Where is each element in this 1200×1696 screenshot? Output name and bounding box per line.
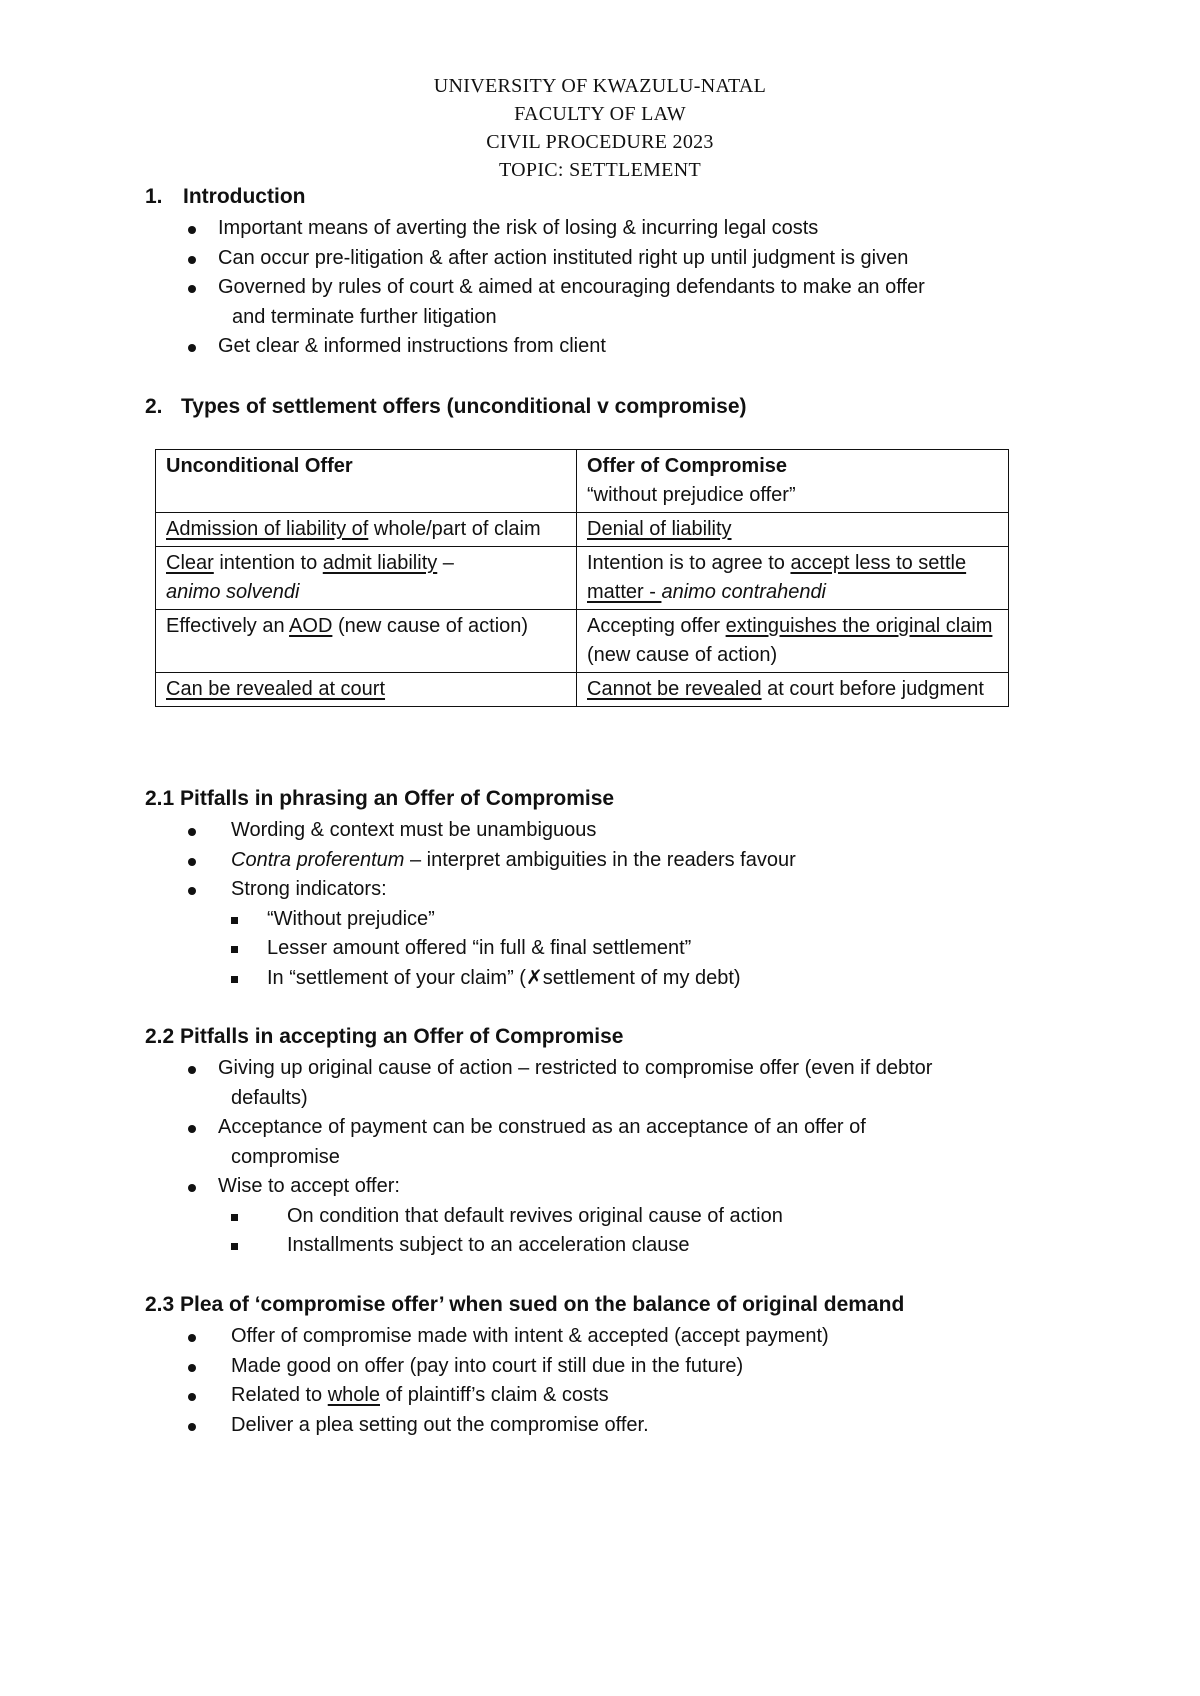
section-2-2-list	[188, 1054, 1068, 1261]
column-header-unconditional: Unconditional Offer	[166, 455, 353, 477]
list-item: Deliver a plea setting out the compromise offer.	[188, 1411, 1068, 1441]
list-item: Contra proferentum – interpret ambiguities in the readers favour	[188, 846, 1068, 876]
course-name: CIVIL PROCEDURE 2023	[486, 131, 714, 153]
list-item: Installments subject to an acceleration clause	[188, 1231, 1068, 1261]
list-item: Made good on offer (pay into court if still due in the future)	[188, 1352, 1068, 1382]
document-header	[0, 72, 1200, 184]
section-2-heading	[145, 395, 747, 419]
section-2-3-list	[188, 1322, 1068, 1440]
list-item: Offer of compromise made with intent & accepted (accept payment)	[188, 1322, 1068, 1352]
table-row: Effectively an AOD (new cause of action) Accepting offer extinguishes the original claim (new cause of action)	[156, 610, 1009, 673]
table-row	[156, 450, 1009, 513]
list-item: Related to whole of plaintiff’s claim & costs	[188, 1381, 1068, 1411]
column-header-compromise: Offer of Compromise	[587, 455, 788, 477]
list-item: Can occur pre-litigation & after action instituted right up until judgment is given	[188, 244, 1068, 274]
section-1-title: Introduction	[183, 185, 306, 208]
section-2-2-heading: 2.2 Pitfalls in accepting an Offer of Compromise	[145, 1025, 624, 1048]
section-2-number: 2.	[145, 395, 163, 418]
offers-comparison-table	[155, 449, 1009, 707]
faculty-name: FACULTY OF LAW	[514, 103, 686, 125]
list-item: Giving up original cause of action – restricted to compromise offer (even if debtor defaults)	[188, 1054, 1068, 1113]
list-item: Wording & context must be unambiguous	[188, 816, 1068, 846]
topic-title: TOPIC: SETTLEMENT	[499, 159, 701, 181]
section-2-1-heading: 2.1 Pitfalls in phrasing an Offer of Compromise	[145, 787, 615, 810]
section-1-heading	[145, 185, 305, 209]
list-item: In “settlement of your claim” (✗settlement of my debt)	[188, 964, 1068, 994]
table-row: Clear intention to admit liability – animo solvendi Intention is to agree to accept less to settle matter - animo contrahendi	[156, 547, 1009, 610]
section-2-title: Types of settlement offers (unconditional v compromise)	[181, 395, 747, 418]
section-2-3-heading: 2.3 Plea of ‘compromise offer’ when sued on the balance of original demand	[145, 1293, 905, 1316]
list-item: Governed by rules of court & aimed at encouraging defendants to make an offer and terminate further litigation	[188, 273, 1068, 332]
table-row: Can be revealed at court Cannot be revealed at court before judgment	[156, 673, 1009, 707]
list-item: Get clear & informed instructions from client	[188, 332, 1068, 362]
list-item: Wise to accept offer:	[188, 1172, 1068, 1202]
list-item: Lesser amount offered “in full & final settlement”	[188, 934, 1068, 964]
section-1-list	[188, 214, 1068, 362]
section-1-number: 1.	[145, 185, 163, 208]
list-item: Strong indicators:	[188, 875, 1068, 905]
table-row: Admission of liability of whole/part of claim Denial of liability	[156, 513, 1009, 547]
section-2-1-list	[188, 816, 1068, 993]
list-item: On condition that default revives original cause of action	[188, 1202, 1068, 1232]
compromise-subtitle: “without prejudice offer”	[587, 484, 796, 506]
university-name: UNIVERSITY OF KWAZULU-NATAL	[433, 75, 767, 97]
list-item: Acceptance of payment can be construed as an acceptance of an offer of compromise	[188, 1113, 1068, 1172]
list-item: “Without prejudice”	[188, 905, 1068, 935]
list-item: Important means of averting the risk of losing & incurring legal costs	[188, 214, 1068, 244]
